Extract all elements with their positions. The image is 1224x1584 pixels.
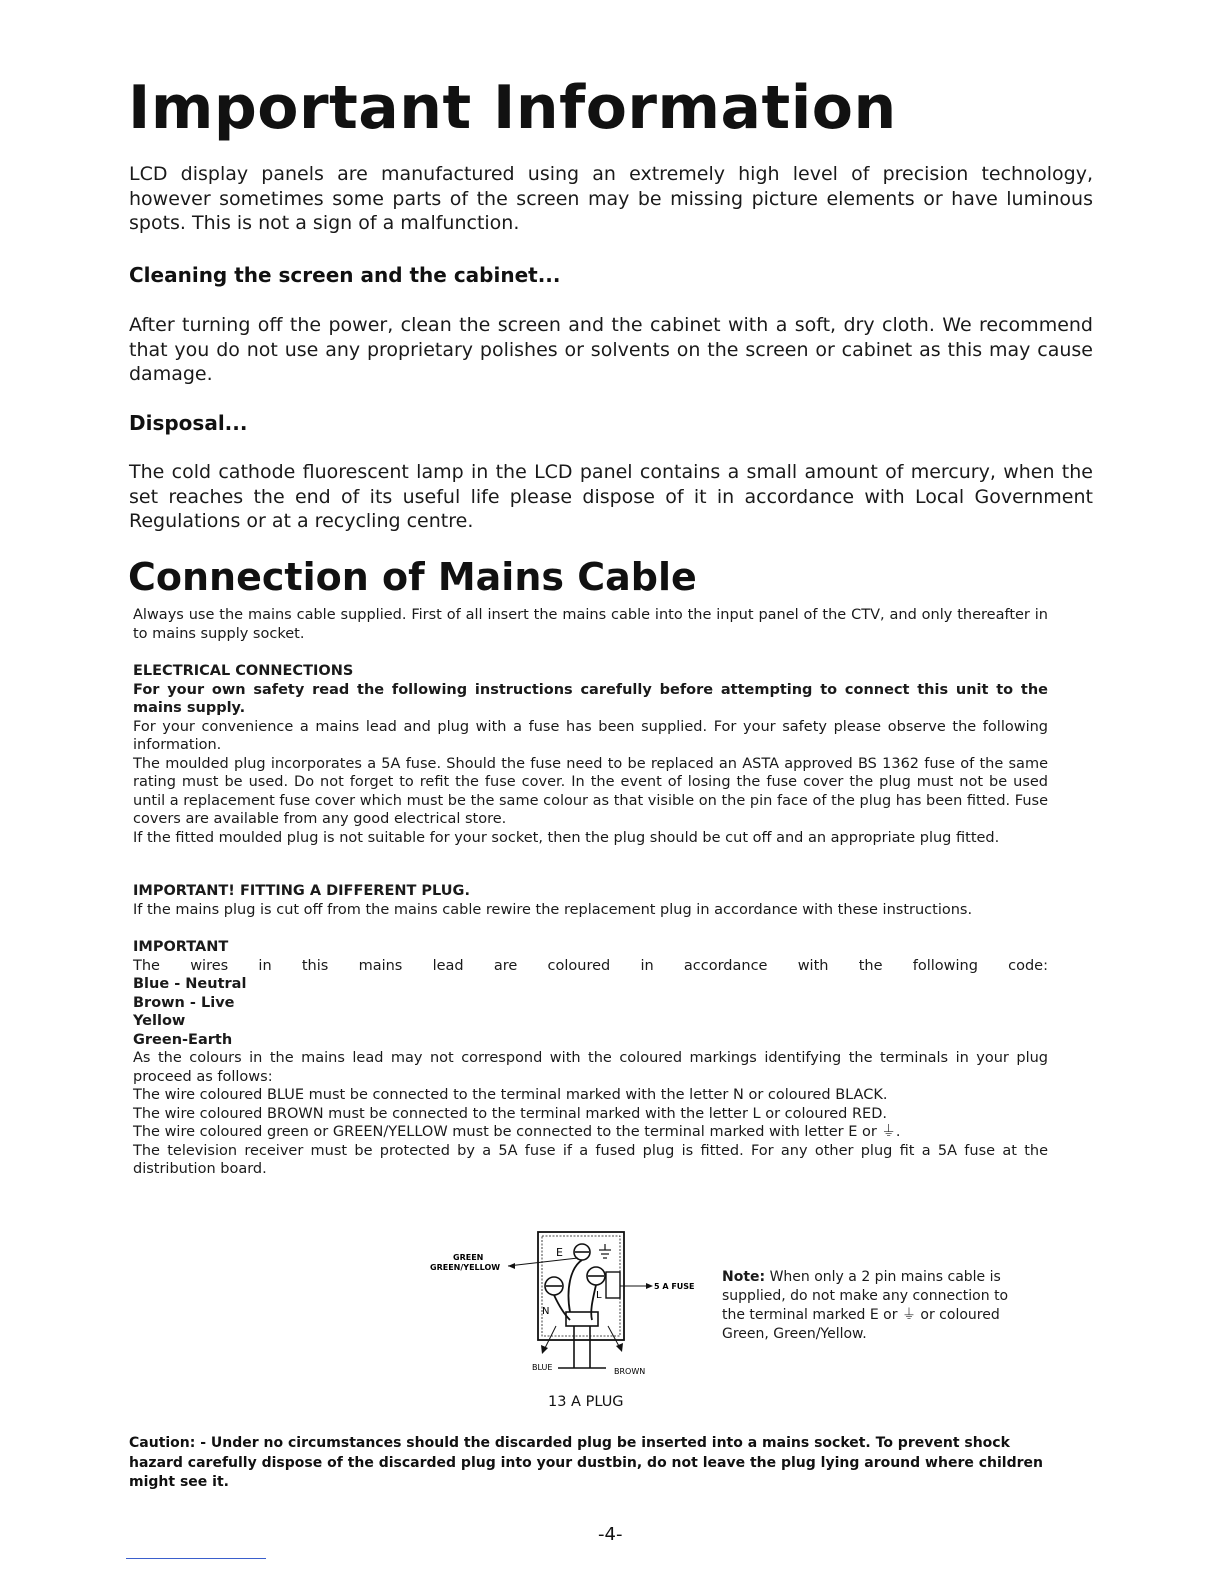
fuse-protection-rule: The television receiver must be protected by a 5A fuse if a fused plug is fitted. For any other plug fit a 5A fuse at the distribution board. xyxy=(133,1142,1048,1177)
green-label: GREEN xyxy=(453,1253,484,1262)
electrical-connections-heading: ELECTRICAL CONNECTIONS xyxy=(133,663,354,679)
code-green-earth: Green-Earth xyxy=(133,1031,233,1048)
wiring-section xyxy=(133,938,1048,1179)
fuse-label: 5 A FUSE xyxy=(654,1282,695,1291)
fuse-paragraph: The moulded plug incorporates a 5A fuse. Should the fuse need to be replaced an ASTA approved BS 1362 fuse of the same rating must be used. Do not forget to refit the fuse cover. In the event of losing the fuse cover the plug must not be used until a replacement fuse cover which must be the same colour as that visible on the pin face of the plug has been fitted. Fuse covers are available from any good electrical store. xyxy=(133,755,1048,827)
lcd-intro-paragraph: LCD display panels are manufactured using an extremely high level of precision technology, however sometimes some parts of the screen may be missing picture elements or have luminous spots. This is not a sign of a malfunction. xyxy=(129,163,1093,234)
green-yellow-label: GREEN/YELLOW xyxy=(430,1263,501,1272)
colours-paragraph: As the colours in the mains lead may not correspond with the coloured markings identifying the terminals in your plug proceed as follows: xyxy=(133,1050,1048,1085)
note-text: When only a 2 pin mains cable is supplied, do not make any connection to the terminal marked E or ⏚ or coloured Green, Green/Yellow. xyxy=(722,1269,1009,1342)
brown-label: BROWN xyxy=(614,1367,646,1376)
mains-intro-paragraph: Always use the mains cable supplied. First of all insert the mains cable into the input panel of the CTV, and only thereafter in to mains supply socket. xyxy=(133,607,1048,642)
unsuitable-plug-paragraph: If the fitted moulded plug is not suitable for your socket, then the plug should be cut off and an appropriate plug fitted. xyxy=(133,829,1000,846)
electrical-connections-section xyxy=(133,662,1048,847)
plug-caption: 13 A PLUG xyxy=(548,1394,624,1410)
footer-rule xyxy=(126,1558,266,1559)
blue-pointer-line xyxy=(544,1326,556,1350)
live-wire xyxy=(591,1285,596,1320)
neutral-wire xyxy=(554,1295,570,1320)
earth-wire xyxy=(569,1260,583,1312)
convenience-paragraph: For your convenience a mains lead and plug with a fuse has been supplied. For your safety please observe the following information. xyxy=(133,718,1048,753)
safety-warning: For your own safety read the following instructions carefully before attempting to connect this unit to the mains supply. xyxy=(133,681,1048,716)
code-blue-neutral: Blue - Neutral xyxy=(133,976,247,992)
disposal-paragraph: The cold cathode fluorescent lamp in the LCD panel contains a small amount of mercury, when the set reaches the end of its useful life please dispose of it in accordance with Local Government Regulations or at a recycling centre. xyxy=(129,461,1093,532)
cord-clamp xyxy=(566,1312,598,1326)
green-pointer-arrowhead xyxy=(508,1263,515,1269)
blue-pointer-arrowhead xyxy=(541,1345,548,1354)
green-pointer-line xyxy=(508,1258,578,1266)
code-brown-live: Brown - Live xyxy=(133,994,235,1011)
blue-wire-rule: The wire coloured BLUE must be connected to the terminal marked with the letter N or coloured BLACK. xyxy=(133,1087,888,1103)
fitting-plug-section xyxy=(133,882,1048,919)
note-label: Note: xyxy=(722,1269,766,1285)
two-pin-note xyxy=(722,1268,1022,1344)
fitting-plug-heading: IMPORTANT! FITTING A DIFFERENT PLUG. xyxy=(133,883,470,899)
code-yellow: Yellow xyxy=(133,1013,186,1029)
terminal-e-label: E xyxy=(556,1246,563,1259)
terminal-n-label: N xyxy=(542,1306,550,1317)
mains-cable-title: Connection of Mains Cable xyxy=(128,555,697,599)
green-wire-rule: The wire coloured green or GREEN/YELLOW must be connected to the terminal marked with letter E or ⏚. xyxy=(133,1124,901,1140)
plug-wiring-diagram xyxy=(420,1228,695,1378)
cleaning-heading: Cleaning the screen and the cabinet... xyxy=(129,263,561,287)
important-information-title: Important Information xyxy=(128,73,897,143)
fitting-plug-paragraph: If the mains plug is cut off from the mains cable rewire the replacement plug in accordance with these instructions. xyxy=(133,901,973,918)
cleaning-paragraph: After turning off the power, clean the screen and the cabinet with a soft, dry cloth. We recommend that you do not use any proprietary polishes or solvents on the screen or cabinet as this may cause damage. xyxy=(129,314,1093,385)
disposal-heading: Disposal... xyxy=(129,411,248,435)
brown-pointer-arrowhead xyxy=(616,1343,623,1352)
fuse-holder xyxy=(606,1272,620,1298)
caution-paragraph: Caution: - Under no circumstances should the discarded plug be inserted into a mains socket. To prevent shock hazard carefully dispose of the discarded plug into your dustbin, do not leave the plug lying around where children might see it. xyxy=(129,1435,1043,1490)
wire-colour-code-intro: The wires in this mains lead are coloured in accordance with the following code: xyxy=(133,957,1048,974)
brown-wire-rule: The wire coloured BROWN must be connected to the terminal marked with the letter L or coloured RED. xyxy=(133,1105,887,1122)
terminal-l-label: L xyxy=(596,1290,602,1301)
blue-label: BLUE xyxy=(532,1363,553,1372)
brown-pointer-line xyxy=(608,1326,620,1348)
fuse-pointer-arrowhead xyxy=(646,1283,653,1289)
important-heading: IMPORTANT xyxy=(133,939,229,955)
page-number: -4- xyxy=(598,1524,623,1545)
